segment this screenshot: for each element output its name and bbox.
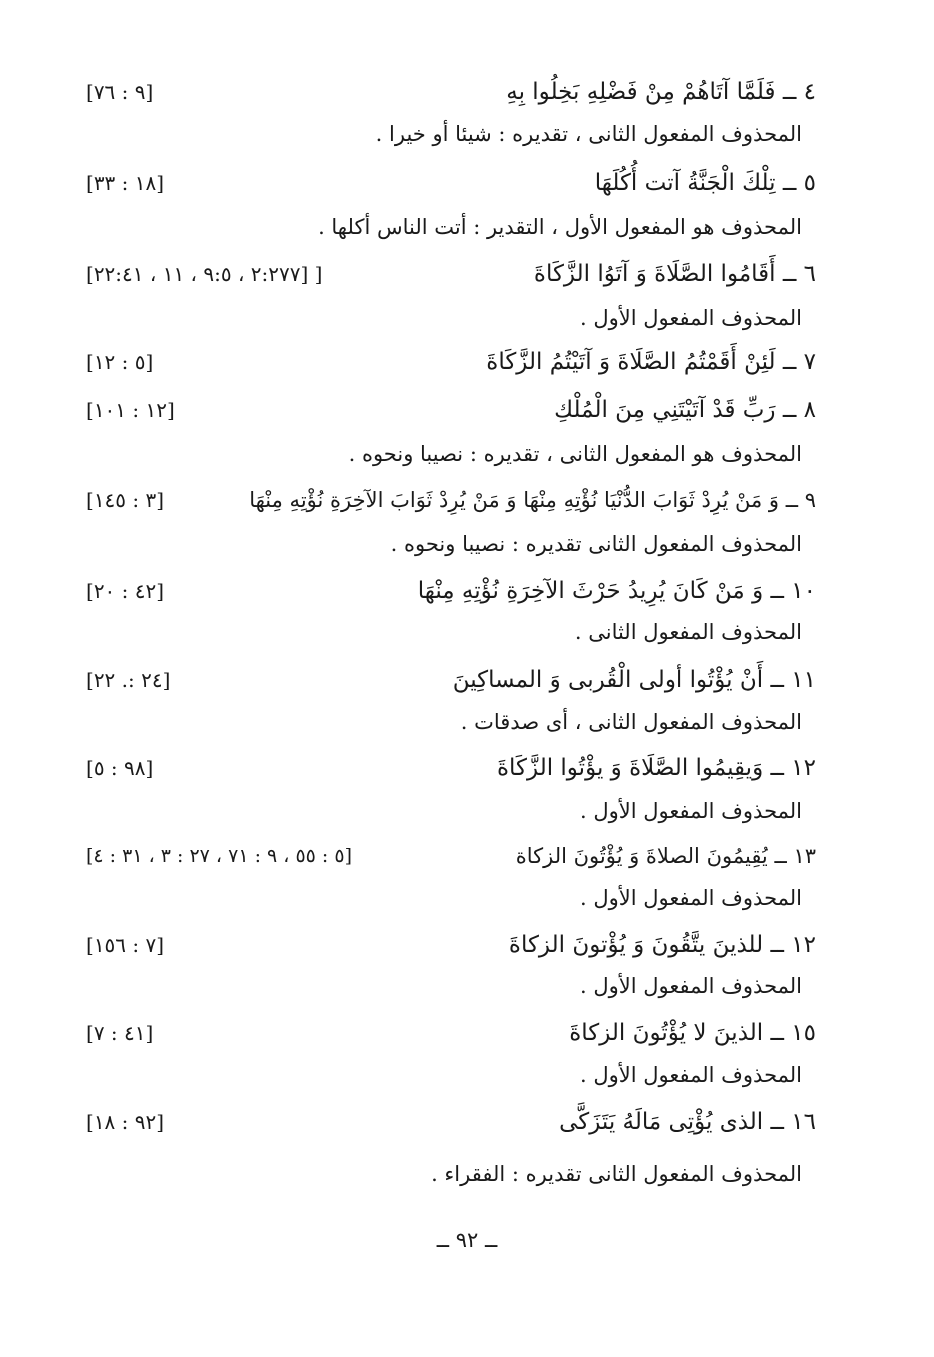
explanation-note [86,434,802,474]
verse-entry-5 [86,163,816,203]
verse-text: ١٠ ــ وَ مَنْ كَانَ يُرِيدُ حَرْثَ الآخِرَةِ نُؤْتِهِ مِنْهَا [417,578,816,604]
verse-reference: [٩٢ : ١٨] [86,1110,165,1134]
explanation-note [86,207,802,247]
explanation-note [86,612,802,652]
explanation-note [86,878,802,918]
verse-text: ١٥ ــ الذينَ لا يُؤْتُونَ الزكاةَ [569,1020,816,1046]
verse-text: ٤ ــ فَلَمَّا آتَاهُمْ مِنْ فَضْلِهِ بَخِلُوا بِهِ [506,79,816,105]
verse-text: ٥ ــ تِلْكَ الْجَنَّةُ آتت أُكُلَهَا [594,170,816,196]
verse-entry-11 [86,660,816,700]
verse-entry-12 [86,748,816,788]
verse-entry-6 [86,254,816,294]
verse-reference: [٩٨ : ٥] [86,756,154,780]
explanation-note [86,702,802,742]
verse-text: ١٣ ــ يُقِيمُونَ الصلاةَ وَ يُؤْتُونَ الزكاة [515,844,816,868]
verse-entry-16 [86,1102,816,1142]
verse-reference: [١٨ : ٣٣] [86,171,165,195]
explanation-note [86,1055,802,1095]
note-text: المحذوف المفعول الأول . [579,306,802,330]
note-text: المحذوف المفعول الثانى . [574,620,802,644]
explanation-note [86,298,802,338]
explanation-note [86,524,802,564]
verse-entry-10 [86,571,816,611]
verse-entry-8 [86,390,816,430]
verse-text: ١٢ ــ وَيقِيمُوا الصَّلَاةَ وَ يؤْتُوا الزَّكَاةَ [497,755,816,781]
note-text: المحذوف المفعول الثانى ، تقديره : شيئا أو خيرا . [375,122,802,146]
note-text: المحذوف المفعول الأول . [579,799,802,823]
verse-entry-13 [86,836,816,876]
verse-entry-9 [86,480,816,520]
verse-reference: [٤١ : ٧] [86,1021,154,1045]
explanation-note [86,1154,802,1194]
verse-entry-15 [86,1013,816,1053]
verse-reference: [٣ : ١٤٥] [86,488,165,512]
verse-reference: [٢٤ :. ٢٢] [86,668,171,692]
verse-text: ٨ ــ رَبِّ قَدْ آتَيْتَنِي مِنَ الْمُلْكِ [554,397,816,423]
note-text: المحذوف المفعول الثانى تقديره : الفقراء . [431,1162,802,1186]
verse-reference: [٧ : ١٥٦] [86,933,165,957]
verse-reference: [٩ : ٧٦] [86,80,154,104]
verse-reference: [ [٢:٢٧٧ ، ٩:٥ ، ١١ ، ٢٢:٤١] [86,262,323,286]
verse-text: ٩ ــ وَ مَنْ يُرِدْ ثَوَابَ الدُّنْيَا نُؤْتِهِ مِنْهَا وَ مَنْ يُرِدْ ثَوَابَ الآخِرَةِ نُؤْتِهِ مِنْهَا [249,488,816,512]
verse-reference: [٥ : ٥٥ ، ٩ : ٧١ ، ٢٧ : ٣ ، ٣١ : ٤] [86,845,352,867]
explanation-note [86,114,802,154]
note-text: المحذوف المفعول الأول . [579,886,802,910]
verse-reference: [١٢ : ١٠١] [86,398,175,422]
note-text: المحذوف المفعول الأول . [579,974,802,998]
note-text: المحذوف المفعول الأول . [579,1063,802,1087]
note-text: المحذوف المفعول الثانى ، أى صدقات . [460,710,802,734]
explanation-note [86,966,802,1006]
verse-text: ٦ ــ أَقَامُوا الصَّلَاةَ وَ آتَوُا الزَّكَاةَ [533,261,816,287]
verse-text: ٧ ــ لَئِنْ أَقَمْتُمُ الصَّلَاةَ وَ آتَيْتُمُ الزَّكَاةَ [486,349,816,375]
explanation-note [86,791,802,831]
page-number: ــ ٩٢ ــ [436,1228,498,1252]
verse-entry-4 [86,72,816,112]
note-text: المحذوف هو المفعول الثانى ، تقديره : نصيبا ونحوه . [348,442,802,466]
verse-entry-14 [86,925,816,965]
verse-reference: [٥ : ١٢] [86,350,154,374]
verse-text: ١٢ ــ للذينَ يتَّقُونَ وَ يُؤْتونَ الزكاةَ [508,932,816,958]
note-text: المحذوف المفعول الثانى تقديره : نصيبا ونحوه . [390,532,802,556]
verse-text: ١٦ ــ الذى يُؤْتِى مَالَهُ يَتَزَكَّى [559,1109,816,1135]
note-text: المحذوف هو المفعول الأول ، التقدير : أتت الناس أكلها . [318,215,802,239]
verse-reference: [٤٢ : ٢٠] [86,579,165,603]
verse-text: ١١ ــ أَنْ يُؤْتُوا أولى الْقُربى وَ المساكِينَ [452,667,816,693]
verse-entry-7 [86,342,816,382]
